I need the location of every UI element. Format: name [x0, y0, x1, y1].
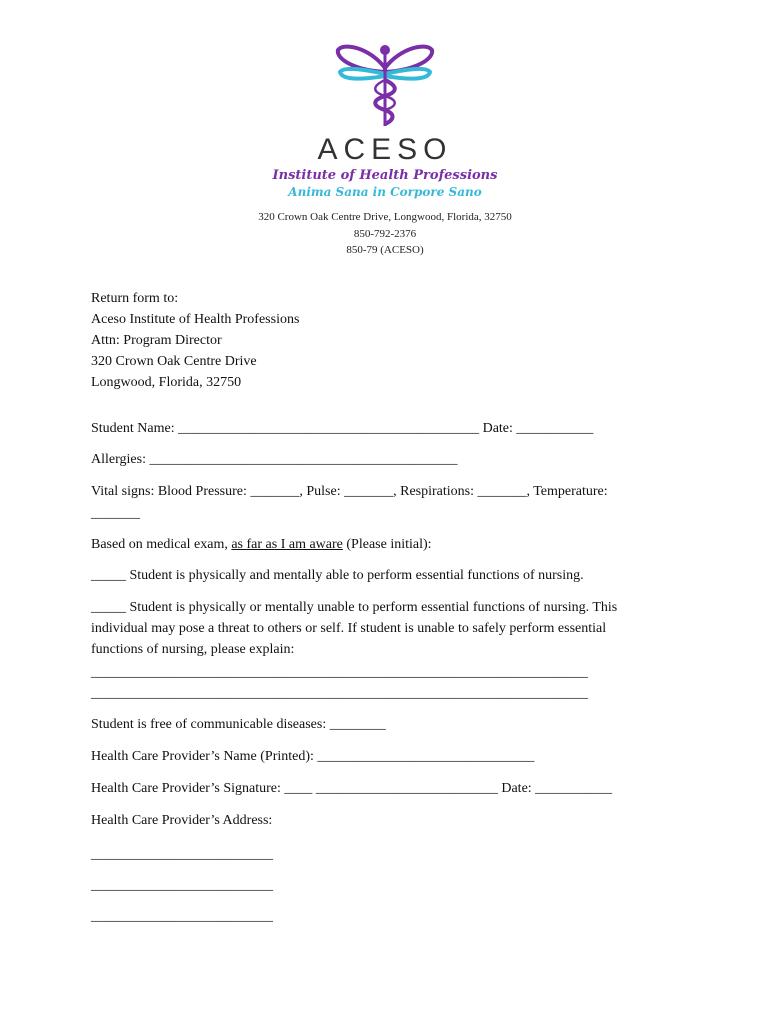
return-street: 320 Crown Oak Centre Drive: [91, 354, 257, 369]
caduceus-butterfly-icon: [330, 40, 440, 132]
provider-name-field[interactable]: Health Care Provider’s Name (Printed): _______________________________: [91, 749, 535, 764]
vital-signs-field[interactable]: Vital signs: Blood Pressure: _______, Pulse: _______, Respirations: _______, Temperature:: [91, 484, 608, 499]
brand-name: ACESO: [317, 133, 453, 166]
return-address-block: [91, 288, 651, 393]
return-label: Return form to:: [91, 291, 179, 306]
communicable-field[interactable]: Student is free of communicable diseases: ________: [91, 717, 386, 732]
header-phone-alt: 850-79 (ACESO): [346, 244, 424, 256]
exam-underlined: as far as I am aware: [231, 537, 343, 552]
unable-initial-field[interactable]: _____ Student is physically or mentally unable to perform essential functions of nursing. This individual may pose a threat to others or self. If student is unable to safely perform essential functions of nursing, please explain:: [91, 600, 618, 657]
provider-address-line-3[interactable]: __________________________: [91, 909, 273, 924]
header-contact: [0, 209, 770, 259]
return-city: Longwood, Florida, 32750: [91, 375, 242, 390]
able-initial-field[interactable]: _____ Student is physically and mentally able to perform essential functions of nursing.: [91, 568, 584, 583]
provider-address-line-2[interactable]: __________________________: [91, 878, 273, 893]
explain-line-1[interactable]: _______________________________________________________________________: [91, 665, 588, 680]
header-address: 320 Crown Oak Centre Drive, Longwood, Florida, 32750: [258, 211, 512, 223]
vital-signs-temperature-field[interactable]: _______: [91, 506, 140, 521]
header-phone: 850-792-2376: [353, 227, 417, 240]
exam-instructions: [91, 534, 651, 555]
provider-address-line-1[interactable]: __________________________: [91, 847, 273, 862]
return-org: Aceso Institute of Health Professions: [91, 312, 300, 327]
allergies-field[interactable]: Allergies: ____________________________________________: [91, 452, 458, 467]
brand-tagline: Institute of Health Professions: [272, 168, 498, 183]
return-attn: Attn: Program Director: [91, 333, 222, 348]
brand-motto: Anima Sana in Corpore Sano: [288, 185, 482, 199]
exam-suffix: (Please initial):: [342, 537, 432, 552]
explain-line-2[interactable]: _______________________________________________________________________: [91, 686, 588, 701]
exam-prefix: Based on medical exam,: [91, 537, 232, 552]
provider-address-label: Health Care Provider’s Address:: [91, 813, 273, 828]
student-name-field[interactable]: Student Name: ___________________________________________ Date: ___________: [91, 421, 594, 436]
provider-signature-field[interactable]: Health Care Provider’s Signature: ____ __________________________ Date: ___________: [91, 781, 613, 796]
logo: [0, 40, 770, 200]
